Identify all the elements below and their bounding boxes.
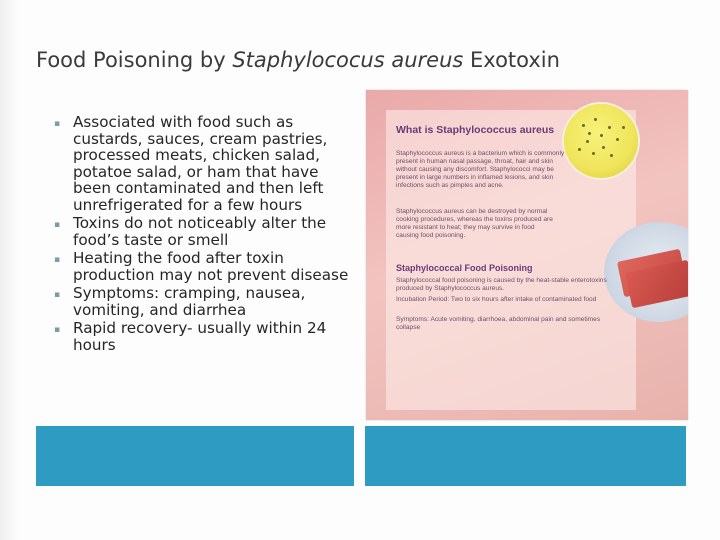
bullet-text: Symptoms: cramping, nausea, vomiting, and diarrhea <box>73 284 306 319</box>
bullet-text: Rapid recovery- usually within 24 hours <box>73 319 327 354</box>
bullet-dot-icon: ▪ <box>54 325 61 335</box>
poster-image <box>366 90 688 420</box>
poster-paragraph: Staphylococcal food poisoning is caused by the heat-stable enterotoxins produced by Staphylococcus aureus. <box>396 277 607 293</box>
bullet-text: Associated with food such as custards, sauces, cream pastries, processed meats, chicken salad, potatoe salad, or ham that have been contaminated and then left unrefrigerated for a few hours <box>73 113 328 214</box>
poster-paragraph: Symptoms: Acute vomiting, diarrhoea, abdominal pain and sometimes collapse <box>396 316 601 332</box>
poster-paragraph: Staphylococcus aureus is a bacterium which is commonly present in human nasal passage, throat, hair and skin without causing any discomfort. Staphylococci may be present in large numbers in inflamed lesions, and skin infections such as pimples and acne. <box>396 150 565 190</box>
bullet-text: Heating the food after toxin production may not prevent disease <box>73 249 349 284</box>
slide-edge-shadow <box>0 0 18 540</box>
bullet-dot-icon: ▪ <box>54 290 61 300</box>
bullet-item <box>50 320 350 353</box>
poster-paragraph: Incubation Period: Two to six hours after intake of contaminated food <box>396 296 597 303</box>
poster-heading: What is Staphylococcus aureus <box>396 124 555 136</box>
poster-paragraph: Staphylococcus aureus can be destroyed by normal cooking procedures, whereas the toxins produced are more resistant to heat; they may survive in food causing food poisoning. <box>396 208 553 240</box>
title-italic: Staphylococus aureus <box>232 48 464 72</box>
poster-subheading: Staphylococcal Food Poisoning <box>396 263 533 273</box>
bullet-item <box>50 285 350 318</box>
footer-bar-right <box>365 426 686 486</box>
bullet-text: Toxins do not noticeably alter the food’s taste or smell <box>73 214 327 249</box>
title-prefix: Food Poisoning by <box>36 48 233 72</box>
bullet-item <box>50 114 350 213</box>
footer-bar-left <box>36 426 354 486</box>
bullet-dot-icon: ▪ <box>54 255 61 265</box>
bullet-list <box>50 114 350 355</box>
bullet-dot-icon: ▪ <box>54 220 61 230</box>
bullet-item <box>50 215 350 248</box>
slide-title <box>36 48 696 72</box>
bullet-item <box>50 250 350 283</box>
petri-dish-icon <box>562 102 640 180</box>
bullet-dot-icon: ▪ <box>54 119 61 129</box>
title-suffix: Exotoxin <box>463 48 560 72</box>
